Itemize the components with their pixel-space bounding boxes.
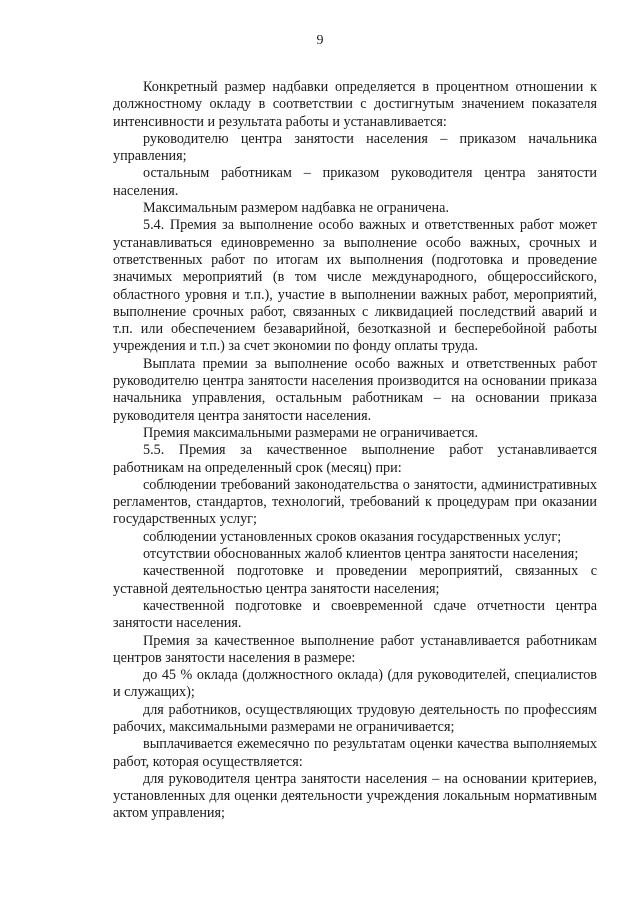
paragraph: отсутствии обоснованных жалоб клиентов центра занятости населения; <box>143 546 579 563</box>
paragraph: Премия максимальными размерами не ограничивается. <box>143 424 479 441</box>
paragraph: для работников, осуществляющих трудовую деятельность по профессиям рабочих, максимальными размерами не ограничивается; <box>113 701 597 735</box>
paragraph: качественной подготовке и своевременной сдаче отчетности центра занятости населения. <box>113 597 597 632</box>
paragraph: Максимальным размером надбавка не ограничена. <box>143 200 449 217</box>
paragraph: 5.5. Премия за качественное выполнение работ устанавливается работникам на определенный срок (месяц) при: <box>113 442 597 476</box>
paragraph: для руководителя центра занятости населения – на основании критериев, установленных для оценки деятельности учреждения локальным нормативным актом управления; <box>113 770 597 822</box>
paragraph: Премия за качественное выполнение работ устанавливается работникам центров занятости населения в размере: <box>113 632 597 666</box>
paragraph: соблюдении установленных сроков оказания государственных услуг; <box>143 528 562 545</box>
text-body <box>113 79 597 823</box>
paragraph: соблюдении требований законодательства о занятости, административных регламентов, стандартов, технологий, требований к процедурам при оказании государственных услуг; <box>113 476 597 528</box>
paragraph: Выплата премии за выполнение особо важных и ответственных работ руководителю центра занятости населения производится на основании приказа начальника управления, остальным работникам – на основании приказа руководителя центра занятости населения. <box>113 355 597 424</box>
paragraph: качественной подготовке и проведении мероприятий, связанных с уставной деятельностью центра занятости населения; <box>113 563 597 597</box>
paragraph: 5.4. Премия за выполнение особо важных и ответственных работ может устанавливаться единовременно за выполнение особо важных, срочных и ответственных работ по итогам их выполнения (подготовка и проведение значимых мероприятий (в том числе международного, общероссийского, областного уровня и т.п.), участие в выполнении важных работ, мероприятий, выполнение срочных работ, связанных с ликвидацией последствий аварий и т.п. или обеспечением безаварийной, безотказной и бесперебойной работы учреждения и т.п.) за счет экономии по фонду оплаты труда. <box>113 217 597 355</box>
page-number: 9 <box>316 33 324 48</box>
paragraph: остальным работникам – приказом руководителя центра занятости населения. <box>113 165 597 199</box>
paragraph: Конкретный размер надбавки определяется в процентном отношении к должностному окладу в соответствии с достигнутым значением показателя интенсивности и результата работы и устанавливается: <box>113 79 597 130</box>
paragraph: до 45 % оклада (должностного оклада) (для руководителей, специалистов и служащих); <box>113 667 597 701</box>
paragraph: руководителю центра занятости населения – приказом начальника управления; <box>113 130 597 165</box>
paragraph: выплачивается ежемесячно по результатам оценки качества выполняемых работ, которая осуществляется: <box>113 736 597 770</box>
